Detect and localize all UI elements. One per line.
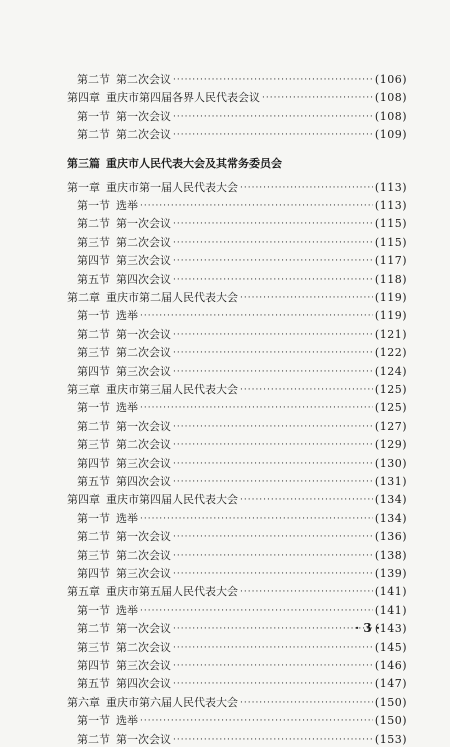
entry-title: 第一次会议 bbox=[116, 530, 171, 544]
entry-title: 第二次会议 bbox=[116, 128, 171, 142]
leader-dots bbox=[173, 420, 373, 434]
entry-title: 选举 bbox=[116, 511, 138, 525]
entry-page: (145) bbox=[374, 640, 407, 654]
entry-page: (139) bbox=[374, 567, 407, 580]
entry-title: 第三次会议 bbox=[116, 456, 171, 470]
entry-title: 重庆市第三届人民代表大会 bbox=[106, 383, 238, 396]
entry-title: 第四次会议 bbox=[116, 677, 171, 691]
entry-page: (150) bbox=[374, 714, 407, 728]
leader-dots bbox=[173, 677, 373, 691]
toc-chapter-entry bbox=[67, 291, 407, 305]
entry-title: 第二次会议 bbox=[116, 346, 171, 360]
entry-title: 第一次会议 bbox=[116, 622, 171, 636]
toc-section-entry bbox=[77, 512, 407, 526]
leader-dots bbox=[262, 91, 373, 105]
entry-title: 选举 bbox=[116, 714, 138, 728]
entry-number: 第四节 bbox=[77, 659, 110, 672]
entry-title: 第三次会议 bbox=[116, 659, 171, 672]
entry-number: 第二节 bbox=[77, 622, 110, 636]
entry-page: (146) bbox=[374, 659, 407, 672]
entry-page: (141) bbox=[374, 585, 407, 599]
entry-number: 第二节 bbox=[77, 217, 110, 231]
entry-number: 第四节 bbox=[77, 254, 110, 268]
entry-page: (106) bbox=[374, 73, 407, 86]
toc-section-entry bbox=[77, 110, 407, 124]
entry-title: 第二次会议 bbox=[116, 640, 171, 654]
entry-title: 第四次会议 bbox=[116, 475, 171, 488]
toc-section-entry bbox=[77, 401, 407, 415]
entry-number: 第五节 bbox=[77, 272, 110, 286]
entry-title: 选举 bbox=[116, 401, 138, 415]
entry-page: (141) bbox=[374, 603, 407, 617]
entry-number: 第一节 bbox=[77, 511, 110, 525]
toc-section-entry bbox=[77, 328, 407, 342]
entry-page: (127) bbox=[374, 419, 407, 433]
leader-dots bbox=[173, 365, 373, 379]
entry-number: 第一节 bbox=[77, 199, 110, 212]
entry-number: 第五节 bbox=[77, 677, 110, 691]
toc-section-entry bbox=[77, 309, 407, 323]
entry-page: (115) bbox=[374, 217, 407, 231]
entry-title: 第三次会议 bbox=[116, 567, 171, 580]
toc-section-entry bbox=[77, 365, 407, 379]
entry-number: 第二节 bbox=[77, 530, 110, 544]
toc-section-entry bbox=[77, 549, 407, 563]
entry-title: 第一次会议 bbox=[116, 217, 171, 231]
entry-page: (138) bbox=[374, 548, 407, 562]
entry-page: (119) bbox=[374, 291, 407, 304]
toc-chapter-entry bbox=[67, 181, 407, 195]
leader-dots bbox=[240, 696, 373, 710]
leader-dots bbox=[240, 291, 373, 305]
entry-number: 第四章 bbox=[67, 91, 100, 105]
leader-dots bbox=[140, 401, 373, 415]
entry-title: 第一次会议 bbox=[116, 109, 171, 123]
toc-chapter-entry bbox=[67, 493, 407, 507]
leader-dots bbox=[173, 128, 373, 142]
leader-dots bbox=[240, 181, 373, 195]
leader-dots bbox=[173, 110, 373, 124]
toc-section-entry bbox=[77, 567, 407, 581]
toc-section-entry bbox=[77, 217, 407, 231]
entry-title: 重庆市第四届人民代表大会 bbox=[106, 493, 238, 507]
entry-number: 第二节 bbox=[77, 73, 110, 86]
toc-section-entry bbox=[77, 733, 407, 747]
leader-dots bbox=[240, 493, 373, 507]
leader-dots bbox=[173, 438, 373, 452]
leader-dots bbox=[140, 512, 373, 526]
entry-page: (108) bbox=[374, 109, 407, 123]
leader-dots bbox=[173, 236, 373, 250]
entry-page: (113) bbox=[374, 180, 407, 194]
entry-page: (130) bbox=[374, 456, 407, 470]
toc-section-entry bbox=[77, 604, 407, 618]
entry-number: 第五章 bbox=[67, 585, 100, 599]
entry-title: 重庆市第六届人民代表大会 bbox=[106, 695, 238, 709]
toc-section-entry bbox=[77, 273, 407, 287]
entry-title: 第三次会议 bbox=[116, 364, 171, 378]
toc-section-entry bbox=[77, 457, 407, 471]
entry-title: 第二次会议 bbox=[116, 548, 171, 562]
leader-dots bbox=[140, 199, 373, 213]
leader-dots bbox=[173, 641, 373, 655]
entry-page: (124) bbox=[374, 364, 407, 378]
entry-title: 第二次会议 bbox=[116, 73, 171, 86]
toc-chapter-entry bbox=[67, 696, 407, 710]
entry-number: 第三章 bbox=[67, 383, 100, 396]
entry-title: 选举 bbox=[116, 309, 138, 323]
leader-dots bbox=[240, 383, 373, 397]
entry-number: 第三节 bbox=[77, 235, 110, 249]
entry-page: (109) bbox=[374, 128, 407, 142]
entry-title: 选举 bbox=[116, 199, 138, 212]
entry-number: 第二节 bbox=[77, 419, 110, 433]
entry-page: (134) bbox=[374, 493, 407, 507]
entry-number: 第三节 bbox=[77, 346, 110, 360]
leader-dots bbox=[173, 346, 373, 360]
leader-dots bbox=[173, 254, 373, 268]
toc-chapter-entry bbox=[67, 91, 407, 105]
leader-dots bbox=[173, 530, 373, 544]
entry-title: 选举 bbox=[116, 603, 138, 617]
entry-number: 第四节 bbox=[77, 456, 110, 470]
leader-dots bbox=[173, 328, 373, 342]
toc-section-entry bbox=[77, 420, 407, 434]
entry-title: 第三次会议 bbox=[116, 254, 171, 268]
entry-page: (118) bbox=[374, 272, 407, 286]
entry-number: 第五节 bbox=[77, 475, 110, 488]
leader-dots bbox=[140, 604, 373, 618]
entry-page: (143) bbox=[374, 622, 407, 636]
entry-title: 第二次会议 bbox=[116, 235, 171, 249]
toc-part-entry bbox=[67, 157, 407, 171]
toc-section-entry bbox=[77, 236, 407, 250]
leader-dots bbox=[173, 217, 373, 231]
entry-number: 第三篇 bbox=[67, 156, 100, 170]
leader-dots bbox=[173, 567, 373, 581]
entry-number: 第二节 bbox=[77, 327, 110, 341]
toc-section-entry bbox=[77, 254, 407, 268]
leader-dots bbox=[173, 475, 373, 489]
entry-number: 第三节 bbox=[77, 640, 110, 654]
entry-page: (115) bbox=[374, 235, 407, 249]
toc-section-entry bbox=[77, 438, 407, 452]
entry-page: (119) bbox=[374, 309, 407, 323]
leader-dots bbox=[140, 714, 373, 728]
leader-dots bbox=[173, 659, 373, 673]
entry-number: 第一节 bbox=[77, 109, 110, 123]
entry-page: (117) bbox=[374, 254, 407, 268]
entry-number: 第一章 bbox=[67, 180, 100, 194]
entry-page: (125) bbox=[374, 383, 407, 396]
toc-section-entry bbox=[77, 199, 407, 213]
toc-section-entry bbox=[77, 714, 407, 728]
leader-dots bbox=[173, 73, 373, 87]
entry-title: 第四次会议 bbox=[116, 272, 171, 286]
entry-page: (147) bbox=[374, 677, 407, 691]
entry-number: 第一节 bbox=[77, 309, 110, 323]
entry-title: 第二次会议 bbox=[116, 438, 171, 452]
leader-dots bbox=[173, 457, 373, 471]
entry-page: (150) bbox=[374, 695, 407, 709]
entry-title: 重庆市第二届人民代表大会 bbox=[106, 291, 238, 304]
entry-page: (122) bbox=[374, 346, 407, 360]
toc-section-entry bbox=[77, 475, 407, 489]
leader-dots bbox=[240, 585, 373, 599]
entry-title: 第一次会议 bbox=[116, 419, 171, 433]
page-number: · 3 · bbox=[355, 621, 381, 635]
entry-number: 第二节 bbox=[77, 732, 110, 746]
toc-chapter-entry bbox=[67, 383, 407, 397]
entry-title: 重庆市第一届人民代表大会 bbox=[106, 180, 238, 194]
entry-number: 第四节 bbox=[77, 364, 110, 378]
entry-title: 第一次会议 bbox=[116, 732, 171, 746]
entry-title: 重庆市人民代表大会及其常务委员会 bbox=[106, 156, 282, 170]
entry-number: 第二节 bbox=[77, 128, 110, 142]
entry-page: (108) bbox=[374, 91, 407, 105]
toc-section-entry bbox=[77, 346, 407, 360]
toc-section-entry bbox=[77, 73, 407, 87]
leader-dots bbox=[173, 622, 373, 636]
entry-number: 第六章 bbox=[67, 695, 100, 709]
entry-number: 第二章 bbox=[67, 291, 100, 304]
toc-section-entry bbox=[77, 128, 407, 142]
entry-page: (134) bbox=[374, 511, 407, 525]
entry-page: (129) bbox=[374, 438, 407, 452]
toc-section-entry bbox=[77, 530, 407, 544]
entry-page: (113) bbox=[374, 199, 407, 212]
entry-page: (153) bbox=[374, 732, 407, 746]
entry-number: 第一节 bbox=[77, 401, 110, 415]
entry-number: 第三节 bbox=[77, 438, 110, 452]
entry-number: 第一节 bbox=[77, 603, 110, 617]
entry-page: (121) bbox=[374, 327, 407, 341]
entry-page: (131) bbox=[374, 475, 407, 488]
entry-number: 第一节 bbox=[77, 714, 110, 728]
leader-dots bbox=[140, 309, 373, 323]
toc-chapter-entry bbox=[67, 585, 407, 599]
toc-section-entry bbox=[77, 677, 407, 691]
leader-dots bbox=[173, 273, 373, 287]
entry-title: 重庆市第五届人民代表大会 bbox=[106, 585, 238, 599]
entry-title: 重庆市第四届各界人民代表会议 bbox=[106, 91, 260, 105]
entry-page: (136) bbox=[374, 530, 407, 544]
toc-section-entry bbox=[77, 641, 407, 655]
entry-number: 第四节 bbox=[77, 567, 110, 580]
toc-section-entry bbox=[77, 659, 407, 673]
entry-number: 第三节 bbox=[77, 548, 110, 562]
entry-page: (125) bbox=[374, 401, 407, 415]
entry-title: 第一次会议 bbox=[116, 327, 171, 341]
leader-dots bbox=[173, 549, 373, 563]
entry-number: 第四章 bbox=[67, 493, 100, 507]
leader-dots bbox=[173, 733, 373, 747]
